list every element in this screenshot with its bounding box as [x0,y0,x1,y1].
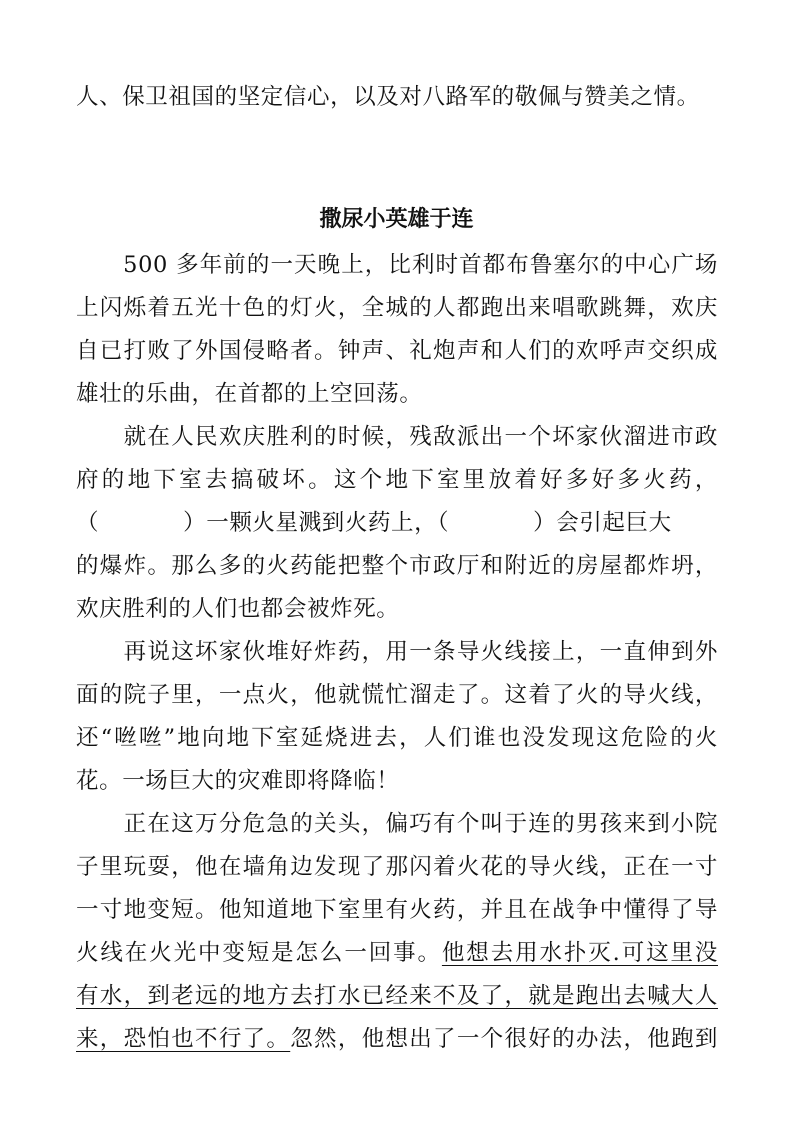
paragraph-1-line-2: 上闪烁着五光十色的灯火，全城的人都跑出来唱歌跳舞，欢庆 [76,295,718,321]
paragraph-2-line-3-with-blanks [76,507,718,539]
underlined-sentence-start: 他想去用水扑灭.可这里没 [441,940,718,966]
paragraph-2-line-1: 就在人民欢庆胜利的时候，残敌派出一个坏家伙溜进市政 [76,424,718,450]
paragraph-4-line-1: 正在这万分危急的关头，偏巧有个叫于连的男孩来到小院 [76,811,718,837]
paragraph-2-line-2: 府的地下室去搞破坏。这个地下室里放着好多好多火药， [76,467,718,493]
paragraph-4-line-3: 一寸地变短。他知道地下室里有火药，并且在战争中懂得了导 [76,897,718,923]
carryover-text-line: 人、保卫祖国的坚定信心，以及对八路军的敬佩与赞美之情。 [76,84,700,110]
underlined-sentence-end: 来，恐怕也不行了。 [76,1026,291,1052]
paragraph-2-line-5: 欢庆胜利的人们也都会被炸死。 [76,596,400,622]
paragraph-1-line-1: 500 多年前的一天晚上，比利时首都布鲁塞尔的中心广场 [76,252,718,278]
paragraph-4-line-6 [76,1023,718,1055]
plain-text: 忽然，他想出了一个很好的办法，他跑到 [290,1026,718,1052]
blank-1-close-paren: ） [183,510,207,536]
blank-line-end-text: 会引起巨大 [556,510,672,536]
paragraph-1-line-3: 自已打败了外国侵略者。钟声、礼炮声和人们的欢呼声交织成 [76,338,718,364]
paragraph-4-line-2: 子里玩耍，他在墙角边发现了那闪着火花的导火线，正在一寸 [76,854,718,880]
blank-2-open-paren: （ [437,510,450,536]
paragraph-1-line-4: 雄壮的乐曲，在首都的上空回荡。 [76,381,423,407]
blank-2-close-paren: ） [533,510,557,536]
paragraph-3-line-3: 还“咝咝”地向地下室延烧进去，人们谁也没发现这危险的火 [76,725,718,751]
blank-1-open-paren: （ [76,510,100,536]
underlined-sentence-middle: 有水，到老远的地方去打水已经来不及了，就是跑出去喊大人 [76,983,718,1009]
paragraph-3-line-2: 面的院子里，一点火，他就慌忙溜走了。这着了火的导火线， [76,682,718,708]
paragraph-2-line-4: 的爆炸。那么多的火药能把整个市政厅和附近的房屋都炸坍， [76,553,718,579]
blank-line-middle-text: 一颗火星溅到火药上， [206,510,438,536]
paragraph-3-line-4: 花。一场巨大的灾难即将降临！ [76,768,400,794]
story-title: 撒尿小英雄于连 [319,207,474,232]
plain-text: 火线在火光中变短是怎么一回事。 [76,940,442,966]
paragraph-3-line-1: 再说这坏家伙堆好炸药，用一条导火线接上，一直伸到外 [76,639,718,665]
paragraph-4-line-4 [76,937,718,969]
